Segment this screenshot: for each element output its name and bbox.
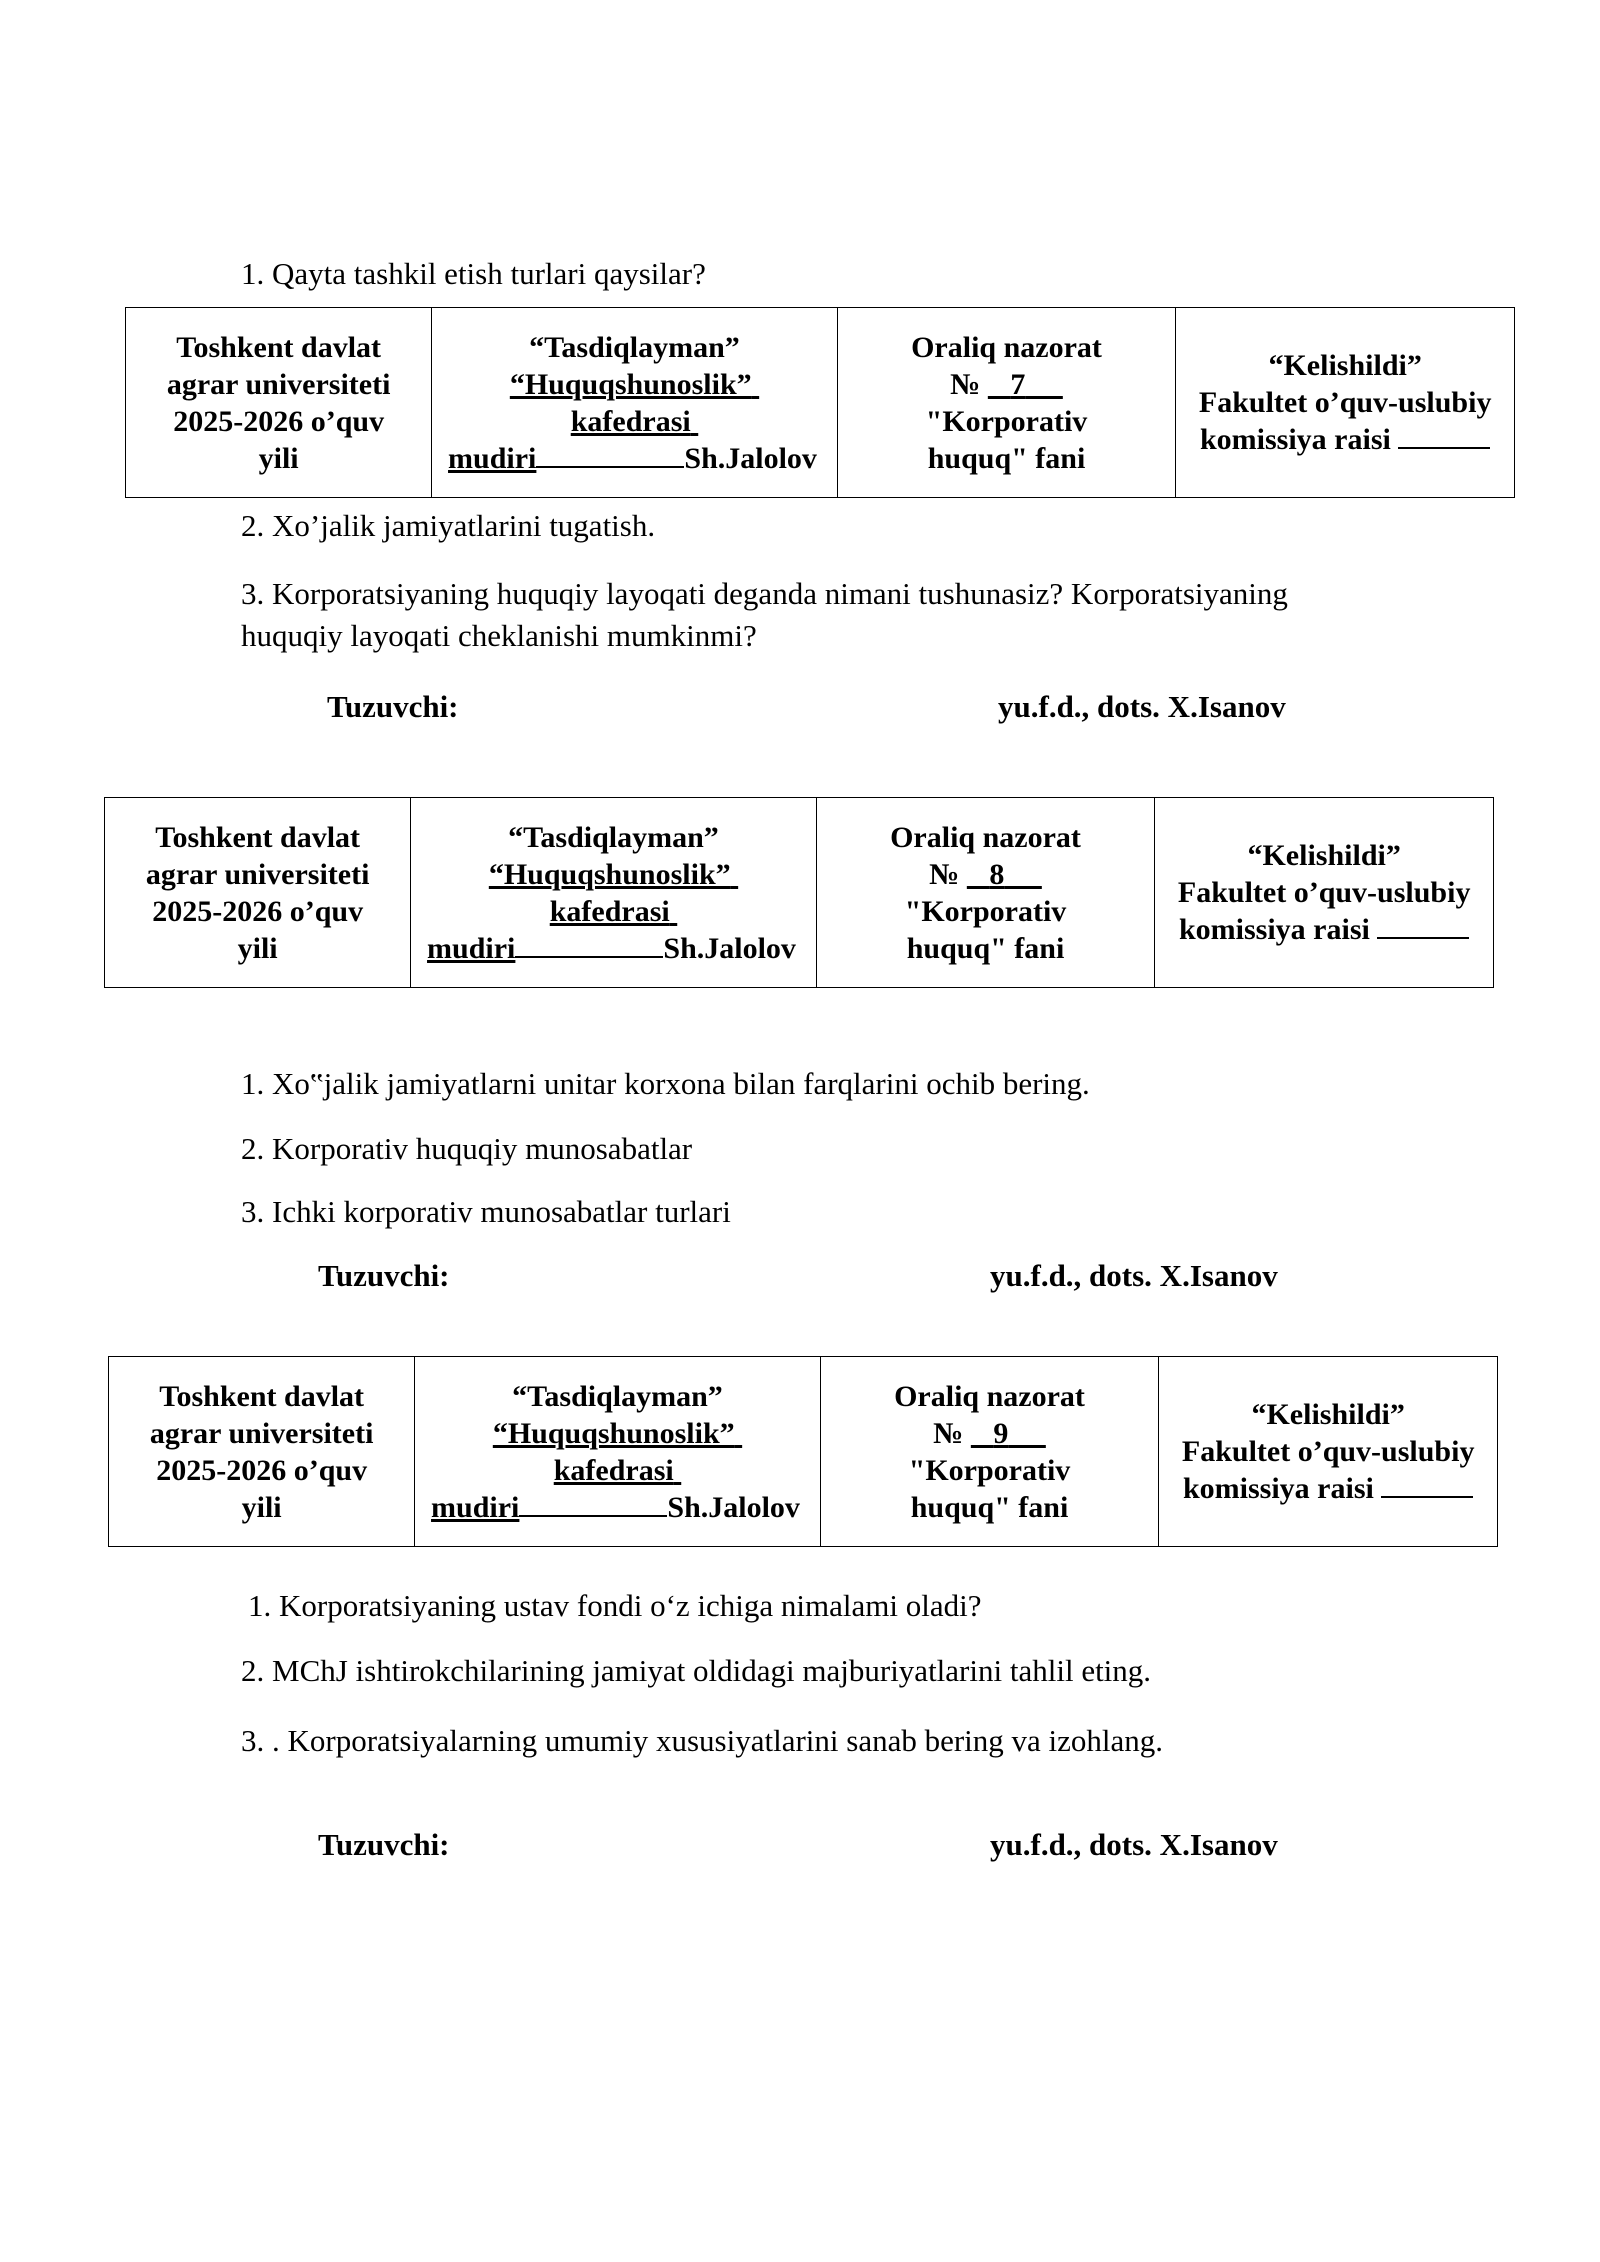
signature-label: Tuzuvchi: xyxy=(327,689,459,724)
commission-line: Fakultet o’quv-uslubiy xyxy=(1181,1435,1475,1468)
agreement-cell xyxy=(1159,1357,1498,1547)
department-name: “Huquqshunoslik” xyxy=(488,857,731,891)
signature-line xyxy=(515,955,663,958)
agreement-cell xyxy=(1176,308,1515,498)
exam-title: Oraliq nazorat xyxy=(894,1379,1085,1413)
approve-label: “Tasdiqlayman” xyxy=(529,330,740,364)
university-line: agrar universiteti xyxy=(145,857,370,891)
signature-author: yu.f.d., dots. X.Isanov xyxy=(998,689,1286,724)
signature-author: yu.f.d., dots. X.Isanov xyxy=(990,1258,1278,1293)
head-word: mudiri xyxy=(431,1490,520,1524)
head-name: Sh.Jalolov xyxy=(684,441,817,475)
question-line: 1. Xo‟jalik jamiyatlarni unitar korxona bilan farqlarini ochib bering. xyxy=(241,1066,1090,1101)
header-table xyxy=(125,307,1515,498)
university-line: yili xyxy=(237,931,278,965)
university-line: agrar universiteti xyxy=(149,1416,374,1450)
variant-number: 8 xyxy=(989,857,1005,891)
university-line: yili xyxy=(258,441,299,475)
variant-number: 9 xyxy=(993,1416,1009,1450)
course-line: huquq" fani xyxy=(910,1490,1069,1524)
signature-line xyxy=(519,1514,667,1517)
department-name: “Huquqshunoslik” xyxy=(492,1416,735,1450)
course-line: huquq" fani xyxy=(927,441,1086,475)
signature-line xyxy=(1381,1495,1473,1498)
head-name: Sh.Jalolov xyxy=(667,1490,800,1524)
header-table xyxy=(104,797,1494,988)
question-line: 3. Korporatsiyaning huquqiy layoqati deganda nimani tushunasiz? Korporatsiyaning xyxy=(241,576,1288,611)
head-word: mudiri xyxy=(427,931,516,965)
approval-cell xyxy=(415,1357,820,1547)
academic-year-line: 2025-2026 o’quv xyxy=(152,894,364,928)
signature-label: Tuzuvchi: xyxy=(318,1258,450,1293)
signature-line xyxy=(1398,446,1490,449)
department-word: kafedrasi xyxy=(549,894,670,928)
exam-cell xyxy=(837,308,1176,498)
course-line: "Korporativ xyxy=(904,894,1067,928)
question-line: 1. Qayta tashkil etish turlari qaysilar? xyxy=(241,256,706,291)
head-word: mudiri xyxy=(448,441,537,475)
university-cell xyxy=(109,1357,415,1547)
signature-author: yu.f.d., dots. X.Isanov xyxy=(990,1827,1278,1862)
number-sign: № xyxy=(929,857,960,891)
number-sign: № xyxy=(950,367,981,401)
variant-number: 7 xyxy=(1010,367,1026,401)
approval-cell xyxy=(411,798,816,988)
head-name: Sh.Jalolov xyxy=(663,931,796,965)
department-word: kafedrasi xyxy=(553,1453,674,1487)
question-line: huquqiy layoqati cheklanishi mumkinmi? xyxy=(241,618,757,653)
signature-label: Tuzuvchi: xyxy=(318,1827,450,1862)
question-line: 1. Korporatsiyaning ustav fondi o‘z ichiga nimalami oladi? xyxy=(248,1588,982,1623)
agreed-label: “Kelishildi” xyxy=(1268,349,1422,382)
course-line: "Korporativ xyxy=(925,404,1088,438)
academic-year-line: 2025-2026 o’quv xyxy=(156,1453,368,1487)
commission-line: komissiya raisi xyxy=(1178,913,1370,946)
commission-line: Fakultet o’quv-uslubiy xyxy=(1177,876,1471,909)
agreed-label: “Kelishildi” xyxy=(1247,839,1401,872)
university-line: Toshkent davlat xyxy=(159,1379,365,1413)
question-line: 2. Xo’jalik jamiyatlarini tugatish. xyxy=(241,508,656,543)
course-line: huquq" fani xyxy=(906,931,1065,965)
approve-label: “Tasdiqlayman” xyxy=(508,820,719,854)
exam-title: Oraliq nazorat xyxy=(911,330,1102,364)
university-line: Toshkent davlat xyxy=(176,330,382,364)
question-line: 3. Ichki korporativ munosabatlar turlari xyxy=(241,1194,731,1229)
agreed-label: “Kelishildi” xyxy=(1251,1398,1405,1431)
signature-line xyxy=(1377,936,1469,939)
question-line: 2. MChJ ishtirokchilarining jamiyat oldidagi majburiyatlarini tahlil eting. xyxy=(241,1653,1152,1688)
approval-cell xyxy=(432,308,837,498)
commission-line: Fakultet o’quv-uslubiy xyxy=(1198,386,1492,419)
exam-cell xyxy=(816,798,1155,988)
university-cell xyxy=(126,308,432,498)
department-name: “Huquqshunoslik” xyxy=(509,367,752,401)
university-line: Toshkent davlat xyxy=(155,820,361,854)
number-sign: № xyxy=(933,1416,964,1450)
question-line: 3. . Korporatsiyalarning umumiy xususiyatlarini sanab bering va izohlang. xyxy=(241,1723,1164,1758)
academic-year-line: 2025-2026 o’quv xyxy=(173,404,385,438)
university-line: agrar universiteti xyxy=(166,367,391,401)
exam-title: Oraliq nazorat xyxy=(890,820,1081,854)
university-cell xyxy=(105,798,411,988)
commission-line: komissiya raisi xyxy=(1182,1472,1374,1505)
university-line: yili xyxy=(241,1490,282,1524)
agreement-cell xyxy=(1155,798,1494,988)
department-word: kafedrasi xyxy=(570,404,691,438)
header-table xyxy=(108,1356,1498,1547)
exam-cell xyxy=(820,1357,1159,1547)
question-line: 2. Korporativ huquqiy munosabatlar xyxy=(241,1131,693,1166)
approve-label: “Tasdiqlayman” xyxy=(512,1379,723,1413)
commission-line: komissiya raisi xyxy=(1199,423,1391,456)
signature-line xyxy=(536,465,684,468)
course-line: "Korporativ xyxy=(908,1453,1071,1487)
